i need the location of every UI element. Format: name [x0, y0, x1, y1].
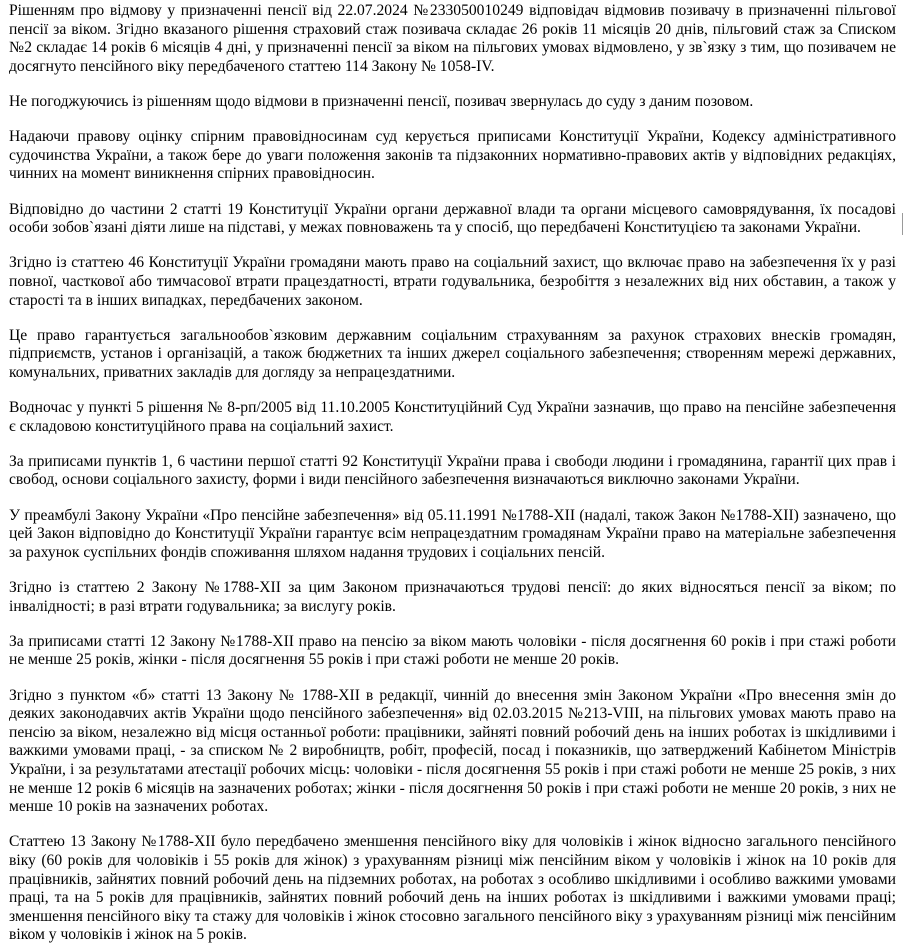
paragraph-refusal-decision: Рішенням про відмову у призначенні пенсії від 22.07.2024 №233050010249 відповідач відмовив позивачу в призначенні пільгової пенсії за віком. Згідно вказаного рішення страховий стаж позивача складає 26 років 11 місяців 20 днів, пільговий стаж за Списком №2 складає 14 років 6 місяців 4 дні, у призначенні пенсії за віком на пільгових умовах відмовлено, у зв`язку з тим, що позивачем не досягнуто пенсійного віку передбаченого статтею 114 Закону № 1058-IV.	[9, 2, 896, 75]
paragraph-law-1788-preamble: У преамбулі Закону України «Про пенсійне забезпечення» від 05.11.1991 №1788-XII (надалі, також Закон №1788-XII) зазначено, що цей Закон відповідно до Конституції України гарантує всім непрацездатним громадянам України право на матеріальне забезпечення за рахунок суспільних фондів споживання шляхом надання трудових і соціальних пенсій.	[9, 506, 896, 561]
paragraph-law-1788-art-13-reduction: Статтею 13 Закону №1788-XII було передбачено зменшення пенсійного віку для чоловіків і жінок відносно загального пенсійного віку (60 років для чоловіків і 55 років для жінок) з урахуванням різниці між пенсійним віком у чоловіків і жінок на 10 років для працівників, зайнятих повний робочий день на підземних роботах, на роботах з особливо шкідливими і особливо важкими умовами праці, та на 5 років для працівників, зайнятих повний робочий день на інших роботах із шкідливими і важкими умовами праці; зменшення пенсійного віку та стажу для чоловіків і жінок стосовно загального пенсійного віку з урахуванням різниці між пенсійним віком у чоловіків і жінок на 5 років.	[9, 833, 896, 944]
paragraph-social-insurance: Це право гарантується загальнообов`язковим державним соціальним страхуванням за рахунок страхових внесків громадян, підприємств, установ і організацій, а також бюджетних та інших джерел соціального забезпечення; створенням мережі державних, комунальних, приватних закладів для догляду за непрацездатними.	[9, 326, 896, 381]
paragraph-constitution-art-19: Відповідно до частини 2 статті 19 Конституції України органи державної влади та органи місцевого самоврядування, їх посадові особи зобов`язані діяти лише на підставі, у межах повноважень та у спосіб, що передбачені Конституцією та законами України.	[9, 200, 896, 237]
document-body	[9, 2, 896, 945]
paragraph-constitution-art-46: Згідно із статтею 46 Конституції України громадяни мають право на соціальний захист, що включає право на забезпечення їх у разі повної, часткової або тимчасової втрати працездатності, втрати годувальника, безробіття з незалежних від них обставин, а також у старості та в інших випадках, передбачених законом.	[9, 254, 896, 309]
scrollbar-marker	[902, 213, 903, 235]
paragraph-law-1788-art-12: За приписами статті 12 Закону №1788-XII право на пенсію за віком мають чоловіки - після досягнення 60 років і при стажі роботи не менше 25 років, жінки - після досягнення 55 років і при стажі роботи не менше 20 років.	[9, 632, 896, 669]
paragraph-disagreement: Не погоджуючись із рішенням щодо відмови в призначенні пенсії, позивач звернулась до суду з даним позовом.	[9, 92, 754, 110]
paragraph-constitutional-court: Водночас у пункті 5 рішення № 8-рп/2005 від 11.10.2005 Конституційний Суд України зазначив, що право на пенсійне забезпечення є складовою конституційного права на соціальний захист.	[9, 399, 896, 435]
paragraph-legal-assessment: Надаючи правову оцінку спірним правовідносинам суд керується приписами Конституції України, Кодексу адміністративного судочинства України, а також бере до уваги положення законів та підзаконних нормативно-правових актів у відповідних редакціях, чинних на момент виникнення спірних правовідносин.	[9, 128, 896, 183]
paragraph-constitution-art-92: За приписами пунктів 1, 6 частини першої статті 92 Конституції України права і свободи людини і громадянина, гарантії цих прав і свобод, основи соціального захисту, форми і види пенсійного забезпечення визначаються виключно законами України.	[9, 452, 896, 489]
paragraph-law-1788-art-2: Згідно із статтею 2 Закону №1788-XII за цим Законом призначаються трудові пенсії: до яких відносяться пенсії за віком; по інвалідності; в разі втрати годувальника; за вислугу років.	[9, 579, 896, 615]
paragraph-law-1788-art-13b: Згідно з пунктом «б» статті 13 Закону № 1788-XII в редакції, чинній до внесення змін Законом України «Про внесення змін до деяких законодавчих актів України щодо пенсійного забезпечення» від 02.03.2015 №213-VIII, на пільгових умовах мають право на пенсію за віком, незалежно від місця останньої роботи: працівники, зайняті повний робочий день на інших роботах із шкідливими і важкими умовами праці, - за списком № 2 виробництв, робіт, професій, посад і показників, що затверджений Кабінетом Міністрів України, і за результатами атестації робочих місць: чоловіки - після досягнення 55 років і при стажі роботи не менше 25 років, з них не менше 12 років 6 місяців на зазначених роботах; жінки - після досягнення 50 років і при стажі роботи не менше 20 років, з них не менше 10 років на зазначених роботах.	[9, 686, 896, 816]
